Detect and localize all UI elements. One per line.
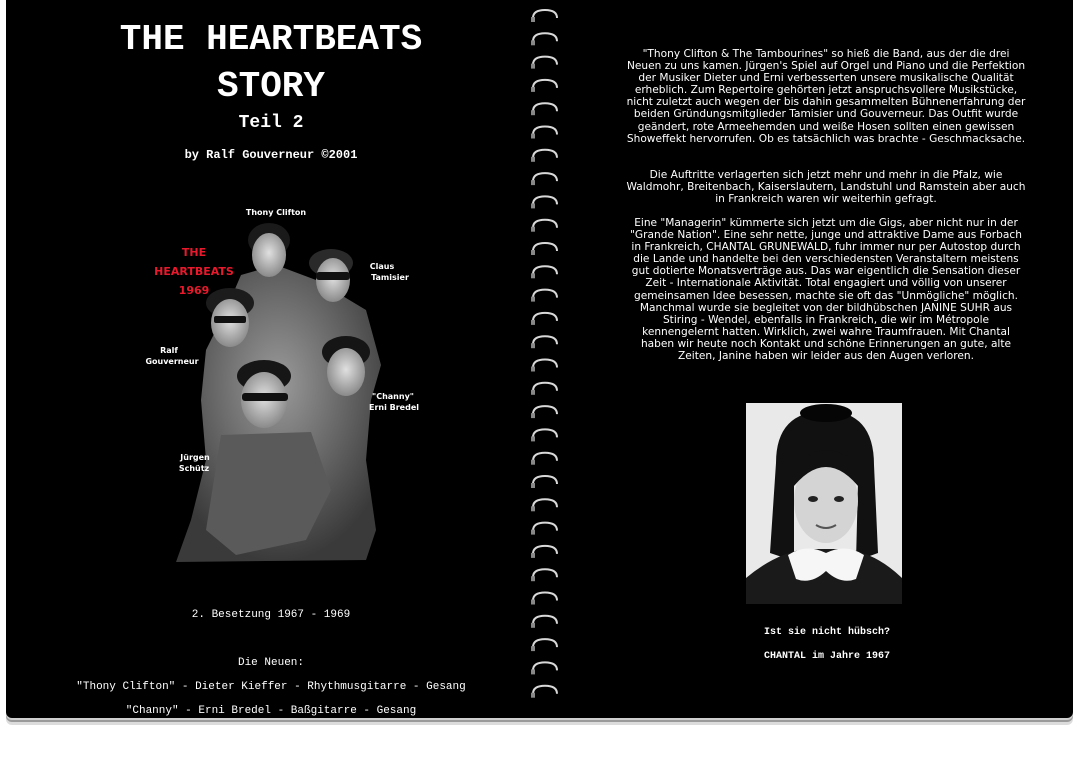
label-channy-line2: Erni Bredel [369,403,419,412]
label-ralf-line1: Ralf [160,346,178,355]
spiral-hole [531,506,535,511]
spiral-hole [531,273,535,278]
spiral-hole [531,553,535,558]
spiral-ring [533,150,557,158]
claus-glasses [316,272,350,280]
spiral-ring [533,243,557,251]
story-paragraph-3: Eine "Managerin" kümmerte sich jetzt um die Gigs, aber nicht nur in der "Grande Nation". Eine sehr nette, junge und attraktive Dame aus Forbach in Frankreich, CHANTAL GRUNEWALD, fuhr immer nur per Autostop durch die Lande und handelte bei den verschiedensten Veranstaltern meistens gut dotierte Monatsverträge aus. Das war eigentlich die Sensation dieser Zeit - Internationale Aktivität. Total engagiert und völlig von unserer gemeinsamen Idee besessen, machte sie oft das "Unmögliche" möglich. Manchmal wurde sie begleitet von der bildhübschen JANINE SUHR aus Stiring - Wendel, ebenfalls in Frankreich, die wir im Métropole kennengelernt hatten. Wirklich, zwei wahre Traumfrauen. Mit Chantal haben wir heute noch Kontakt und schöne Erinnerungen an gute, alte Zeiten, Janine haben wir leider aus den Augen verloren. [630,217,1022,363]
page-subtitle: Teil 2 [238,113,304,133]
page-title-line2: STORY [216,66,326,107]
caption-line: CHANTAL im Jahre 1967 [763,651,891,662]
spiral-hole [531,669,535,674]
spiral-hole [531,693,535,698]
spiral-binding [530,0,560,715]
spiral-ring [533,33,557,41]
spiral-hole [531,413,535,418]
spiral-hole [531,110,535,115]
story-paragraph-2: Die Auftritte verlagerten sich jetzt mehr und mehr in die Pfalz, wie Waldmohr, Breitenbach, Kaiserslautern, Landstuhl und Ramstein aber auch in Frankreich waren wir weiterhin gefragt. [626,169,1026,206]
spiral-ring [533,523,557,531]
page-title-line1: THE HEARTBEATS [119,19,423,60]
spiral-ring [533,429,557,437]
author-byline: by Ralf Gouverneur ©2001 [184,148,358,162]
spiral-hole [531,17,535,22]
eye-left [808,496,818,502]
book-spread [6,0,1073,765]
spiral-hole [531,297,535,302]
band-label-line1: THE [181,246,207,259]
thony-face [252,233,286,277]
caption-line: Die Neuen: [237,657,304,669]
spiral-hole [531,390,535,395]
spiral-hole [531,436,535,441]
spiral-ring [533,499,557,507]
spiral-ring [533,383,557,391]
spiral-ring [533,569,557,577]
label-juergen-line2: Schütz [178,464,210,473]
spiral-hole [531,460,535,465]
caption-line: alle aus Gersweiler [208,753,334,765]
spiral-ring [533,290,557,298]
spiral-hole [531,623,535,628]
spiral-ring [533,453,557,461]
spiral-ring [533,313,557,321]
spiral-ring [533,593,557,601]
spiral-ring [533,57,557,65]
spiral-hole [531,367,535,372]
bow [800,404,852,422]
spiral-hole [531,600,535,605]
caption-line: "Channy" - Erni Bredel - Baßgitarre - Gesang [125,705,417,717]
label-thony: Thony Clifton [245,208,307,217]
spiral-hole [531,40,535,45]
story-paragraph-1: "Thony Clifton & The Tambourines" so hieß die Band, aus der die drei Neuen zu uns kamen. Jürgen's Spiel auf Orgel und Piano und die Perfektion der Musiker Dieter und Erni verbesserten unsere musikalische Qualität erheblich. Zum Repertoire gehörten jetzt anspruchsvollere Musikstücke, nicht zuletzt auch wegen der bis dahin gesammelten Bühnenerfahrung der beiden Gründungsmitglieder Tamisier und Gouverneur. Das Outfit wurde geändert, rote Armeehemden und weiße Hosen sollten einen gewissen Showeffekt hervorrufen. Ob es tatsächlich was brachte - Geschmacksache. [626,48,1026,145]
spiral-ring [533,127,557,135]
caption-line [20,633,522,645]
spiral-ring [533,546,557,554]
spiral-hole [531,180,535,185]
chantal-caption [746,615,908,675]
spiral-ring [533,406,557,414]
spiral-ring [533,220,557,228]
label-juergen-line1: Jürgen [180,453,210,462]
spiral-ring [533,686,557,694]
spiral-ring [533,639,557,647]
spiral-hole [531,320,535,325]
channy-face [327,348,365,396]
spiral-ring [533,196,557,204]
band-photo [126,200,426,565]
lineup-caption [20,597,522,777]
label-ralf-line2: Gouverneur [145,357,199,366]
spiral-ring [533,336,557,344]
caption-line: † Jürgen Schütz - Keyboards [181,729,361,741]
eye-right [834,496,844,502]
spiral-hole [531,646,535,651]
left-page [20,0,522,765]
spiral-ring [533,10,557,18]
spiral-ring [533,476,557,484]
label-channy-line1: "Channy" [372,392,414,401]
spiral-ring [533,80,557,88]
spiral-ring [533,266,557,274]
spiral-hole [531,134,535,139]
band-label-line3: 1969 [178,284,210,297]
caption-line: 2. Besetzung 1967 - 1969 [191,609,351,621]
spiral-ring [533,616,557,624]
spiral-hole [531,530,535,535]
spiral-hole [531,64,535,69]
spiral-hole [531,203,535,208]
spiral-ring [533,173,557,181]
spiral-hole [531,157,535,162]
ralf-glasses [214,316,246,323]
band-label-line2: HEARTBEATS [154,265,234,278]
spiral-hole [531,343,535,348]
caption-line: "Thony Clifton" - Dieter Kieffer - Rhythmusgitarre - Gesang [76,681,466,693]
spiral-hole [531,250,535,255]
spiral-hole [531,576,535,581]
juergen-glasses [242,393,288,401]
chantal-photo [746,403,902,604]
spiral-hole [531,483,535,488]
spiral-hole [531,87,535,92]
label-claus-line2: Tamisier [371,273,409,282]
spiral-ring [533,662,557,670]
caption-line: Ist sie nicht hübsch? [763,627,891,638]
spiral-ring [533,360,557,368]
spiral-hole [531,227,535,232]
label-claus-line1: Claus [369,262,395,271]
spiral-ring [533,103,557,111]
